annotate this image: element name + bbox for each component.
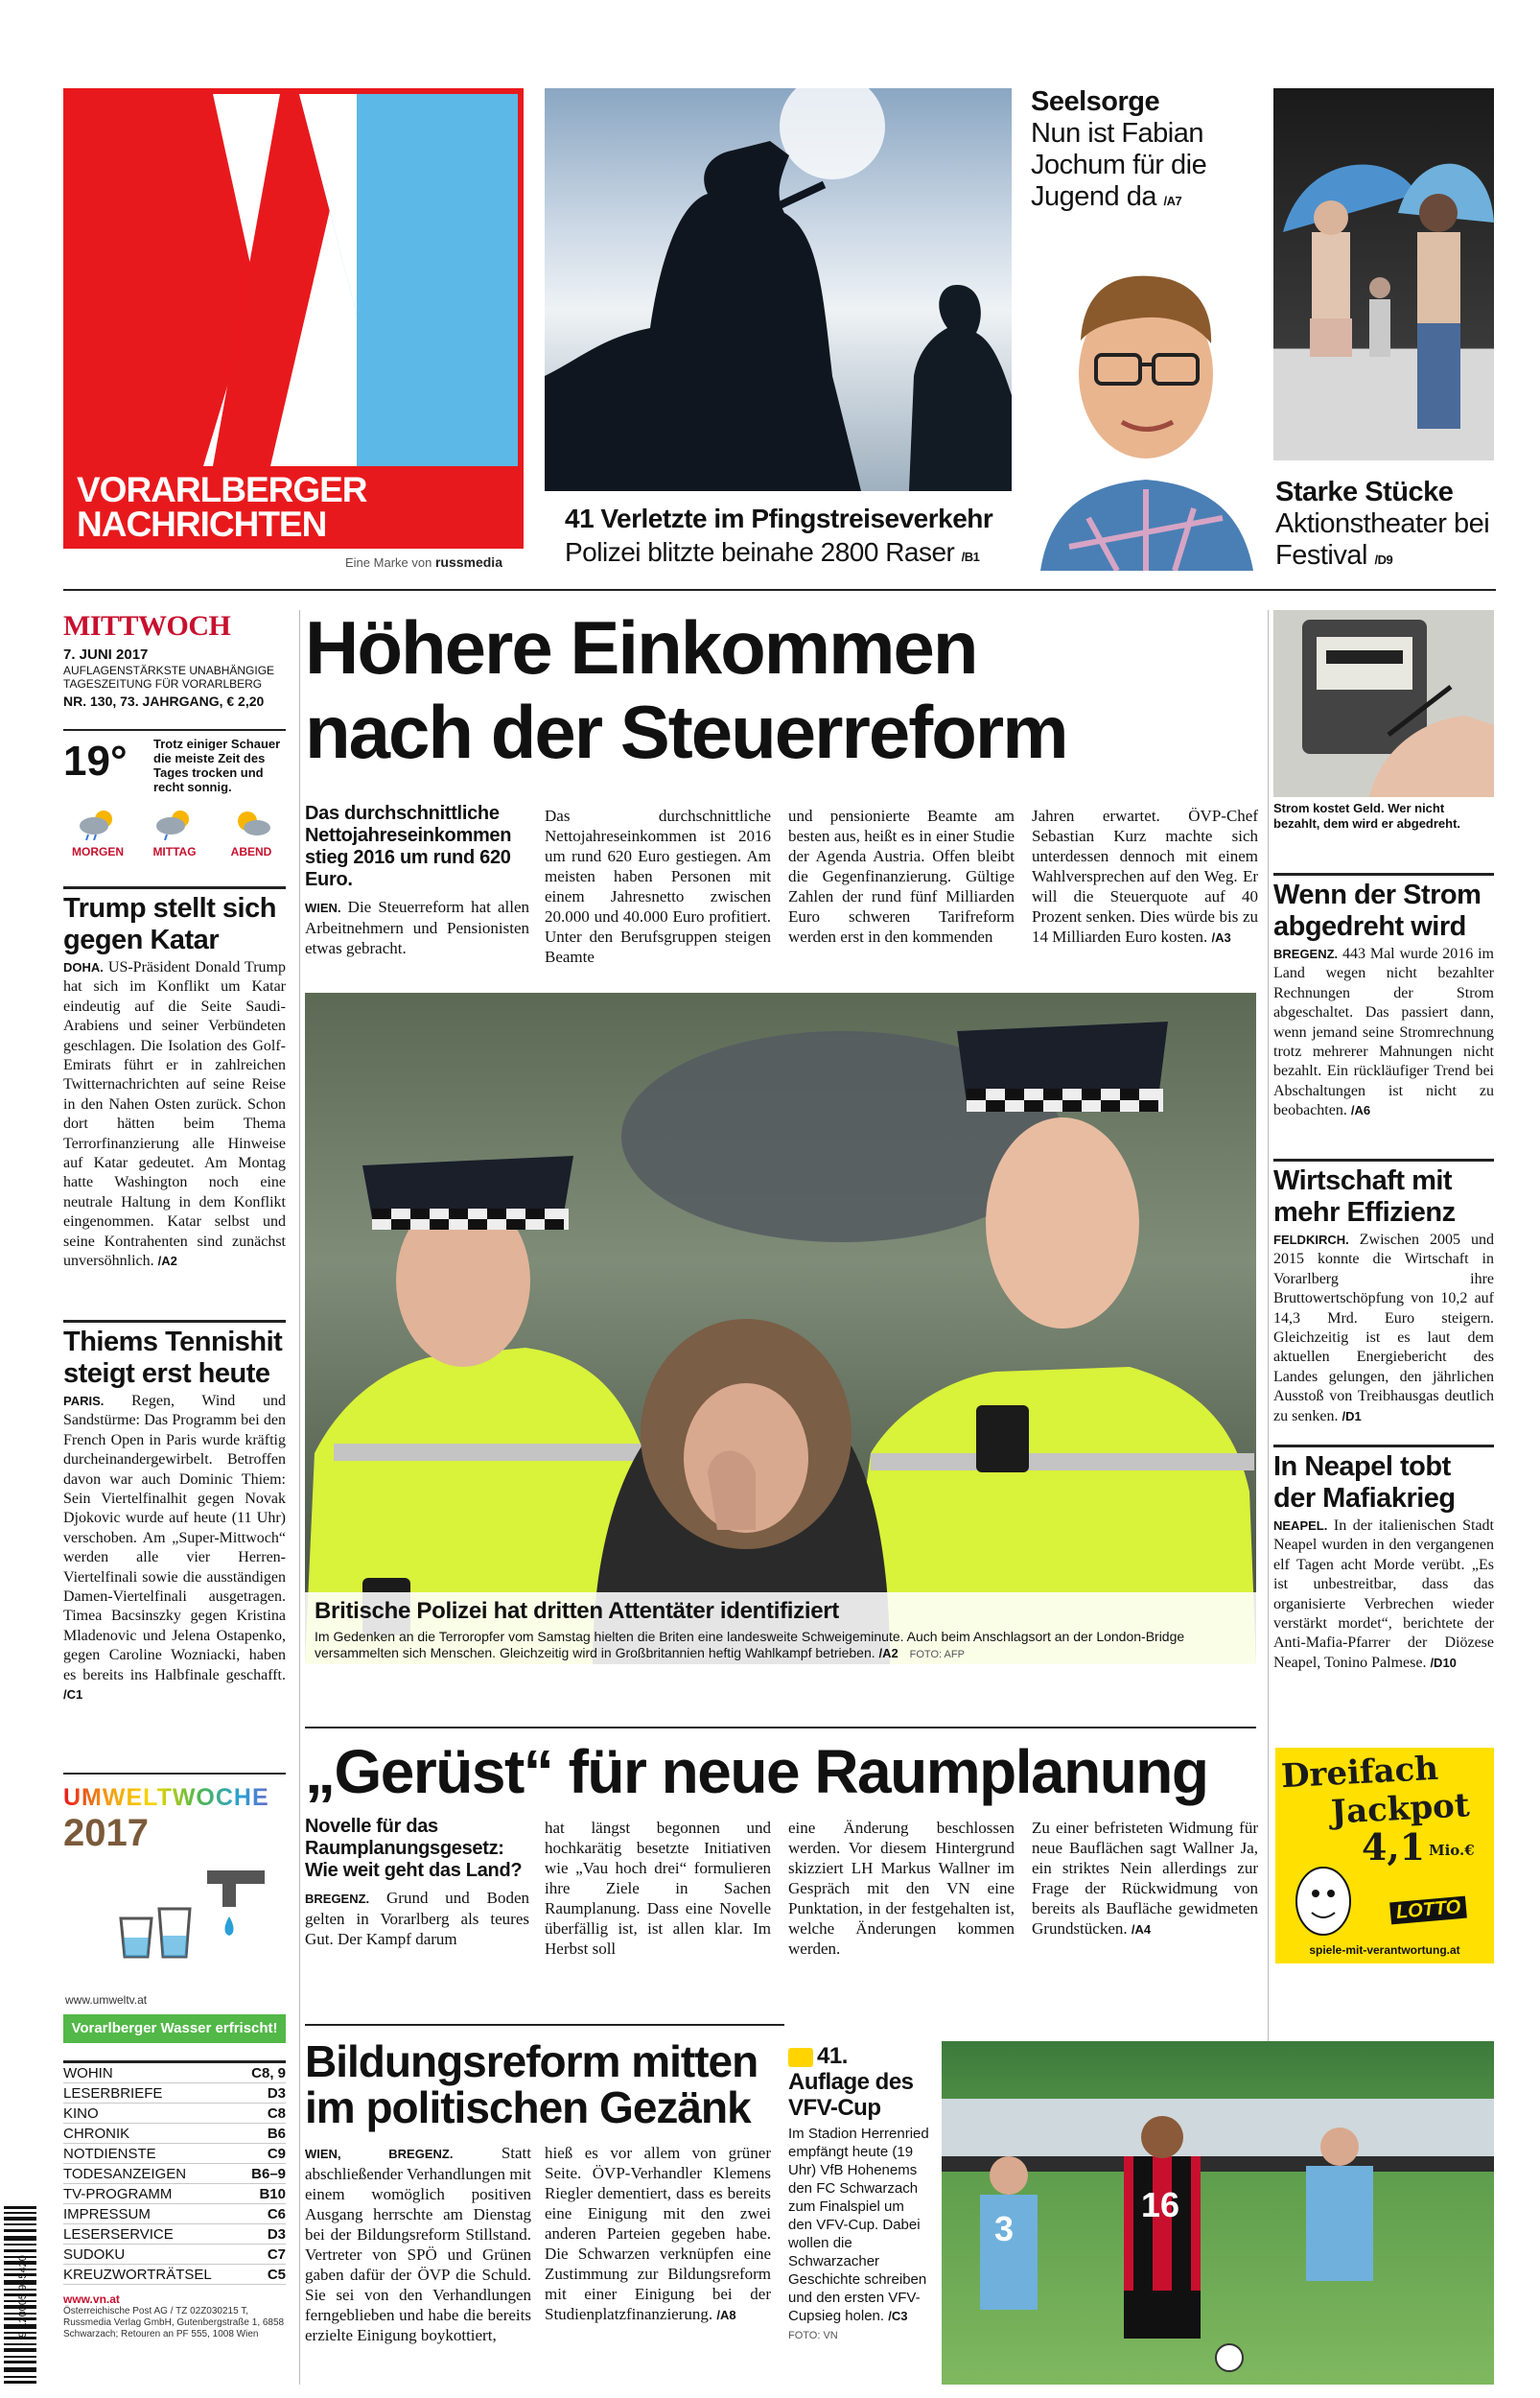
index-label: TODESANZEIGEN — [63, 2166, 187, 2182]
brand-note — [345, 554, 502, 570]
seelsorge-text-wrap — [1031, 118, 1261, 217]
raumplanung-col1-text: Grund und Boden gelten in Vorarlberg als teures Gut. Der Kampf darum — [305, 1889, 530, 1948]
brand-note-prefix: Eine Marke von — [345, 555, 432, 570]
theater-head: Starke Stücke — [1275, 477, 1454, 507]
bildung-divider — [305, 2024, 784, 2026]
weather-box[interactable] — [63, 729, 286, 858]
index-label: WOHIN — [63, 2065, 113, 2081]
polizei-ref: /A2 — [878, 1646, 898, 1660]
bildung-ref: /A8 — [716, 2308, 736, 2322]
lotto-logo: LOTTO — [1389, 1896, 1467, 1925]
lotto-unit: Mio.€ — [1429, 1842, 1475, 1859]
umwelt-slogan: Vorarlberger Wasser erfrischt! — [63, 2014, 286, 2043]
weather-label-abend: ABEND — [230, 845, 272, 858]
vn-logo[interactable] — [63, 88, 524, 549]
katar-dateline: DOHA. — [63, 960, 104, 975]
lotto-amount: 4,1 — [1362, 1825, 1426, 1869]
edition-weekday: MITTWOCH — [63, 610, 231, 642]
verkehr-teaser-line2-text: Polizei blitzte beinahe 2800 Raser — [565, 537, 955, 567]
index-row[interactable] — [63, 2184, 286, 2204]
weather-label-morgen: MORGEN — [72, 845, 124, 858]
wirtschaft-text: Zwischen 2005 und 2015 konnte die Wirtschaft in Vorarlberg ihre Bruttowertschöpfung von 10,2 auf 14,3 Mrd. Euro steigern. Gleichzeitig ist es laut dem aktuellen Energiebericht des Landes gelungen, den jährlichen Ausstoß von Treibhausgas deutlich zu senken. — [1273, 1232, 1495, 1424]
edition-claim: AUFLAGENSTÄRKSTE UNABHÄNGIGE TAGESZEITUNG FÜR VORARLBERG — [63, 664, 275, 691]
bildung-headline-line2[interactable]: im politischen Gezänk — [305, 2082, 751, 2132]
index-label: NOTDIENSTE — [63, 2146, 156, 2162]
umwelt-title: UMWELTWOCHE — [63, 1784, 286, 1812]
index-page: B10 — [259, 2186, 286, 2202]
wirtschaft-dateline: FELDKIRCH. — [1273, 1233, 1349, 1247]
barcode — [4, 2206, 36, 2388]
index-row[interactable] — [63, 2204, 286, 2224]
vfv-article[interactable] — [788, 2043, 932, 2345]
bildung-col1-text: Statt abschließender Verhandlungen mit einem womöglich positiven Ausgang herrschte am Dienstag bei der Bildungsreform Stillstand. Vertreter von SPÖ und Grünen gaben dafür der ÖVP die Schuld. Sie sei von den Verhandlungen ferngeblieben und habe die bereits erzielte Einigung boykottiert, — [305, 2144, 531, 2344]
weather-morgen — [63, 808, 132, 858]
umwelt-year: 2017 — [63, 1812, 149, 1854]
photo-aktionstheater[interactable] — [1273, 88, 1494, 460]
bildung-headline-line1[interactable]: Bildungsreform mitten — [305, 2036, 758, 2086]
index-page: C7 — [267, 2246, 286, 2263]
raumplanung-col4-text: Zu einer befristeten Widmung für neue Bauflächen sagt Wallner Ja, ein striktes Nein allerdings zur Frage der Rückwidmung von bereits als Baufläche gewidmeten Grundstücken. — [1032, 1819, 1258, 1938]
neapel-head: In Neapel tobt der Mafiakrieg — [1273, 1451, 1456, 1514]
left-column-rule — [299, 610, 300, 2385]
strom-text: 443 Mal wurde 2016 im Land wegen nicht bezahlter Rechnungen der Strom abgeschaltet. Das passiert dann, wenn jemand seine Stromrechnung trotz mehrerer Mahnungen nicht bezahlt. Ein rückläufiger Trend bei Abschaltungen ist nicht zu beobachten. — [1273, 946, 1495, 1119]
theater-ref: /D9 — [1374, 552, 1393, 567]
lead-col4 — [1032, 806, 1258, 948]
raumplanung-divider — [305, 1727, 1256, 1728]
strom-body — [1273, 945, 1494, 1121]
lotto-line2: Jackpot — [1330, 1786, 1471, 1832]
wirtschaft-article[interactable] — [1273, 1159, 1494, 1426]
index-row[interactable] — [63, 2124, 286, 2144]
index-label: TV-PROGRAMM — [63, 2186, 173, 2202]
lead-col1-text: Die Steuerreform hat allen Arbeitnehmern und Pensionisten etwas gebracht. — [305, 898, 529, 957]
theater-teaser[interactable] — [1275, 477, 1496, 576]
lead-col1 — [305, 803, 529, 958]
edition-box — [63, 610, 286, 710]
thiem-text: Regen, Wind und Sandstürme: Das Programm bei den French Open in Paris wurde kräftig durcheinandergewirbelt. Betroffen davon war auch Dominic Thiem: Sein Viertelfinalhit gegen Novak Djokovic wurde auf heute (11 Uhr) verschoben. Am „Super-Mittwoch“ werden alle vier Herren-Viertelfinali sowie die ausständigen Damen-Viertelfinali ausgetragen. Timea Bacsinszky gegen Kristina Mladenovic und Jelena Ostapenko, gegen Caroline Wozniacki, haben es bereits ins Halbfinale geschafft. — [63, 1393, 286, 1683]
neapel-dateline: NEAPEL. — [1273, 1518, 1328, 1533]
verkehr-teaser-line1[interactable]: 41 Verletzte im Pfingstreiseverkehr — [565, 504, 993, 533]
index-page: C5 — [267, 2267, 286, 2283]
vfv-text: Im Stadion Herrenried empfängt heute (19 Uhr) VfB Hohenems den FC Schwarzach zum Finalspiel um den VFV-Cup. Dabei wollen die Schwarzacher Geschichte schreiben und den ersten VFV-Cupsieg holen. — [788, 2126, 929, 2324]
theater-text-wrap — [1275, 508, 1496, 576]
lotto-url[interactable]: spiele-mit-verantwortung.at — [1309, 1943, 1460, 1957]
raumplanung-col4 — [1032, 1818, 1258, 1940]
masthead-name-line2: NACHRICHTEN — [77, 505, 327, 544]
thiem-ref: /C1 — [63, 1687, 83, 1703]
index-row[interactable] — [63, 2063, 286, 2083]
index-page: D3 — [267, 2226, 286, 2243]
strom-photo-caption: Strom kostet Geld. Wer nicht bezahlt, dem wird er abgedreht. — [1273, 801, 1461, 831]
vfv-body — [788, 2125, 932, 2345]
thiem-head: Thiems Tennishit steigt erst heute — [63, 1327, 283, 1389]
strom-head: Wenn der Strom abgedreht wird — [1273, 880, 1482, 942]
neapel-text: In der italienischen Stadt Neapel wurden in den vergangenen elf Tagen acht Morde verübt. „Es ist unbestreitbar, dass das organisierte Verbrechen wieder verstärkt mordet“, berichtete der Anti-Mafia-Pfarrer der Diözese Neapel, Tonino Palmese. — [1273, 1517, 1495, 1671]
camera-icon — [788, 2048, 813, 2067]
index-label: KREUZWORTRÄTSEL — [63, 2267, 212, 2283]
index-row[interactable] — [63, 2164, 286, 2184]
photo-police-silhouette[interactable] — [545, 88, 1012, 491]
lead-col3: und pensionierte Beamte am besten aus, heißt es in einer Studie der Agenda Austria. Offen bleibt die Gegenfinanzierung. Gültige Zahlen der rund fünf Milliarden Euro schweren Tarifreform werden erst in den kommenden — [788, 807, 1015, 946]
vfv-head-wrap — [788, 2043, 932, 2121]
edition-number: NR. 130, 73. JAHRGANG, € 2,20 — [63, 694, 265, 709]
neapel-ref: /D10 — [1430, 1655, 1457, 1670]
katar-article[interactable] — [63, 886, 286, 1272]
bildung-col1 — [305, 2143, 531, 2345]
index-page: C9 — [267, 2146, 286, 2162]
lead-col1-body — [305, 897, 529, 958]
thiem-dateline: PARIS. — [63, 1394, 105, 1408]
vfv-head: 41. Auflage des VFV-Cup — [788, 2043, 914, 2121]
seelsorge-text: Nun ist Fabian Jochum für die Jugend da — [1031, 118, 1207, 212]
barcode-number: 9 120005 945420 — [17, 2255, 29, 2338]
index-page: B6–9 — [251, 2166, 286, 2182]
weather-label-mittag: MITTAG — [152, 845, 197, 858]
bildung-col2-text: hieß es vor allem von grüner Seite. ÖVP-Verhandler Klemens Riegler dementiert, dass es bereits eine Einigung mit den zwei anderen Parteien gegeben habe. Die Schwarzen verknüpfen eine Zustimmung zur Bildungsreform mit einer Einigung bei der Studienplatzfinanzierung. — [545, 2144, 771, 2323]
brand-note-brand: russmedia — [434, 554, 502, 570]
raumplanung-col1-body — [305, 1888, 529, 1949]
polizei-head: Britische Polizei hat dritten Attentäter identifiziert — [315, 1598, 839, 1624]
weather-abend — [217, 808, 286, 858]
strom-ref: /A6 — [1350, 1103, 1371, 1118]
lead-col2: Das durchschnittliche Nettojahreseinkommen ist 2016 um rund 620 Euro gestiegen. Am meisten haben Personen mit einem Jahresnetto zwischen 20.000 und 40.000 Euro profitiert. Unter den Berufsgruppen steigen Beamte — [545, 807, 771, 966]
seelsorge-kicker: Seelsorge — [1031, 86, 1160, 117]
verkehr-ref: /B1 — [961, 550, 980, 564]
raumplanung-ref: /A4 — [1131, 1922, 1152, 1937]
sun-cloud-icon — [228, 808, 274, 840]
raumplanung-col3: eine Änderung beschlossen werden. Vor diesem Hintergrund skizziert LH Markus Wallner im Gespräch mit den VN eine Punktation, in der festgehalten ist, welche Änderungen kommen werden. — [788, 1819, 1015, 1958]
katar-body — [63, 958, 286, 1272]
masthead-divider — [63, 589, 1496, 591]
lead-headline-line1[interactable]: Höhere Einkommen — [305, 605, 977, 690]
lead-ref: /A3 — [1211, 930, 1231, 945]
wirtschaft-head: Wirtschaft mit mehr Effizienz — [1273, 1165, 1456, 1228]
raumplanung-headline[interactable]: „Gerüst“ für neue Raumplanung — [305, 1737, 1208, 1806]
water-tap-icon — [63, 1861, 286, 1986]
index-label: LESERBRIEFE — [63, 2085, 163, 2102]
index-row[interactable] — [63, 2104, 286, 2124]
lead-deck: Das durchschnittliche Nettojahreseinkommen stieg 2016 um rund 620 Euro. — [305, 803, 512, 890]
vfv-credit: FOTO: VN — [788, 2330, 838, 2341]
index-page: C8, 9 — [251, 2065, 286, 2081]
raumplanung-col2: hat längst begonnen und hochkarätig besetzte Initiativen wie „Vau hoch drei“ formulieren ihre Ziele in Sachen Raumplanung. Dass eine Novelle überfällig ist, ist allen klar. Im Herbst soll — [545, 1819, 771, 1958]
katar-text: US-Präsident Donald Trump hat sich im Konflikt um Katar eindeutig auf die Seite Saudi-Arabiens und seiner Verbündeten geschlagen. Die Isolation des Golf-Emirats führt er in zahlreichen Twitternachrichten auf seine Reise in den Nahen Osten zurück. Schon dort hätten beim Thema Terrorfinanzierung alle Hinweise auf Katar gedeutet. Am Montag hatte Washington noch eine neutrale Haltung in dem Konflikt eingenommen. Katar selbst und seine Kontrahenten sind zunächst unversöhnlich. — [63, 959, 287, 1270]
masthead-name-line1: VORARLBERGER — [77, 470, 367, 509]
raumplanung-col1 — [305, 1816, 529, 1949]
index-page: D3 — [267, 2085, 286, 2102]
index-row[interactable] — [63, 2224, 286, 2245]
weather-text: Trotz einiger Schauer die meiste Zeit des Tages trocken und recht sonnig. — [153, 737, 281, 794]
imprint — [63, 2292, 286, 2340]
index-page: C8 — [267, 2105, 286, 2122]
verkehr-teaser-line2[interactable] — [565, 537, 979, 573]
index-label: IMPRESSUM — [63, 2206, 151, 2222]
neapel-article[interactable] — [1273, 1445, 1494, 1673]
index-page: B6 — [267, 2126, 286, 2142]
lead-headline-line2[interactable]: nach der Steuerreform — [305, 690, 1067, 774]
polizei-credit: FOTO: AFP — [909, 1649, 965, 1660]
index-label: CHRONIK — [63, 2126, 130, 2142]
polizei-caption — [315, 1629, 1249, 1663]
imprint-text: Österreichische Post AG / TZ 02Z030215 T, Russmedia Verlag GmbH, Gutenbergstraße 1, 6858 Schwarzach; Retouren an PF 555, 1008 Wien — [63, 2306, 285, 2339]
bildung-dateline: WIEN, BREGENZ. — [305, 2147, 454, 2161]
umweltwoche-ad[interactable] — [63, 1773, 286, 2043]
photo-fabian-jochum[interactable] — [1031, 230, 1261, 571]
index-row[interactable] — [63, 2144, 286, 2164]
edition-date: 7. JUNI 2017 — [63, 647, 149, 663]
photo-vfv-cup[interactable] — [942, 2041, 1494, 2385]
theater-text: Aktionstheater bei Festival — [1275, 508, 1490, 571]
polizei-caption-box — [305, 1592, 1256, 1664]
thiem-body — [63, 1392, 286, 1705]
raumplanung-deck: Novelle für das Raumplanungsgesetz: Wie weit geht das Land? — [305, 1816, 523, 1881]
strom-dateline: BREGENZ. — [1273, 947, 1339, 961]
wirtschaft-body — [1273, 1231, 1494, 1426]
vfv-jersey-1: 3 — [994, 2209, 1015, 2248]
index-box — [63, 2060, 286, 2285]
lead-col4-text: Jahren erwartet. ÖVP-Chef Sebastian Kurz machte sich unterdessen dennoch mit einem Wahlversprechen auf den Weg. Er will die Steuerquote auf 40 Prozent senken. Dies würde bis zu 14 Milliarden Euro kosten. — [1032, 807, 1258, 946]
strom-article[interactable] — [1273, 873, 1494, 1121]
index-row[interactable] — [63, 2245, 286, 2265]
lotto-ad[interactable] — [1275, 1748, 1494, 1963]
index-row[interactable] — [63, 2083, 286, 2104]
polizei-caption-text: Im Gedenken an die Terroropfer vom Samstag hielten die Briten eine landesweite Schweigeminute. Auch beim Anschlagsort an der London-Bridge versammelten sich Menschen. Gleichzeitig wird in Großbritannien heftig Wahlkampf betrieben. — [315, 1629, 1185, 1660]
index-label: KINO — [63, 2105, 99, 2122]
weather-temp: 19° — [63, 738, 128, 785]
photo-british-police[interactable] — [305, 993, 1256, 1664]
index-label: LESERSERVICE — [63, 2226, 174, 2243]
vfv-jersey-2: 16 — [1141, 2185, 1180, 2224]
lotto-mascot-icon — [1285, 1853, 1362, 1940]
sun-cloud-rain-icon — [75, 808, 121, 840]
sun-cloud-rain-icon — [152, 808, 198, 840]
seelsorge-ref: /A7 — [1163, 194, 1182, 208]
katar-ref: /A2 — [157, 1254, 177, 1269]
weather-mittag — [140, 808, 209, 858]
wirtschaft-ref: /D1 — [1342, 1408, 1362, 1423]
katar-head: Trump stellt sich gegen Katar — [63, 893, 276, 955]
umwelt-url[interactable]: www.umweltv.at — [65, 1993, 148, 2007]
imprint-url[interactable]: www.vn.at — [63, 2292, 120, 2306]
photo-stromzaehler[interactable] — [1273, 610, 1494, 797]
index-page: C6 — [267, 2206, 286, 2222]
lead-dateline: WIEN. — [305, 901, 341, 915]
vfv-ref: /C3 — [888, 2309, 908, 2323]
vn-logo-mark — [69, 94, 518, 466]
bildung-col2 — [545, 2143, 771, 2325]
thiem-article[interactable] — [63, 1320, 286, 1705]
weather-forecast — [63, 808, 286, 858]
index-row[interactable] — [63, 2265, 286, 2285]
lotto-line1: Dreifach — [1280, 1749, 1439, 1797]
index-label: SUDOKU — [63, 2246, 126, 2263]
seelsorge-teaser[interactable] — [1031, 86, 1261, 217]
neapel-body — [1273, 1516, 1494, 1673]
raumplanung-dateline: BREGENZ. — [305, 1892, 370, 1906]
